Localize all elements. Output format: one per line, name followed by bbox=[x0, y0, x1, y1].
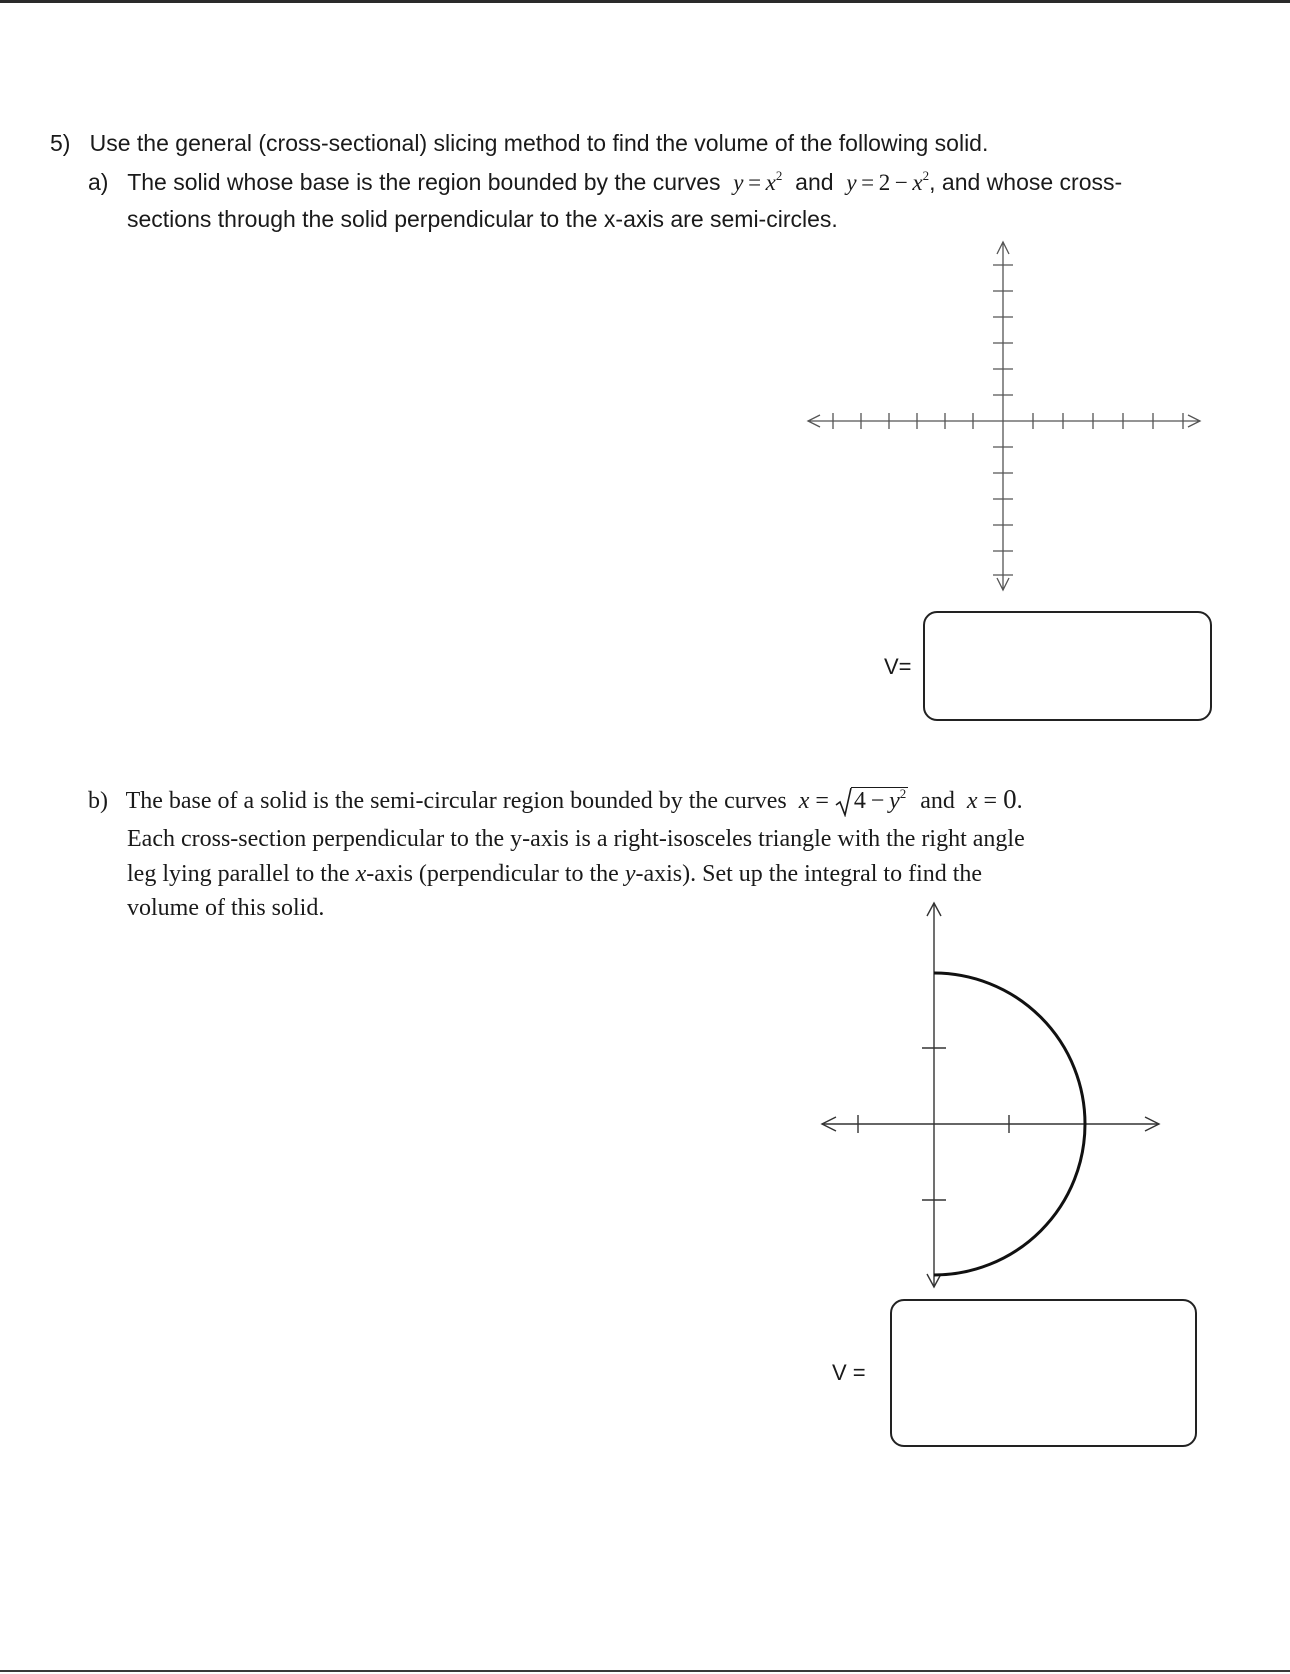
part-b-line-1: b) The base of a solid is the semi-circular region bounded by the curves x = $4 - y^2$ and x = 0. bbox=[88, 784, 1023, 815]
curve-1-exponent: 2 bbox=[775, 168, 783, 183]
part-a-text-1: The solid whose base is the region bounded by the curves bbox=[127, 169, 721, 195]
curve-1-rhs: x bbox=[765, 170, 776, 195]
curve-2-exponent: 2 bbox=[922, 168, 930, 183]
part-a-and: and bbox=[795, 169, 834, 195]
radical-sign-icon bbox=[835, 787, 853, 817]
part-a-text-2: , and whose cross- bbox=[929, 169, 1123, 195]
part-b-line-4: volume of this solid. bbox=[127, 895, 325, 921]
problem-statement bbox=[50, 130, 988, 157]
curve-2-lhs: y bbox=[846, 170, 857, 195]
eq-var: x bbox=[798, 788, 810, 814]
part-b-text-1: The base of a solid is the semi-circular region bounded by the curves bbox=[125, 788, 787, 814]
answer-b-box[interactable] bbox=[890, 1299, 1197, 1447]
problem-number: 5) bbox=[50, 130, 71, 156]
radicand-constant: 4 bbox=[853, 788, 866, 814]
answer-a-label: V= bbox=[884, 654, 912, 679]
part-b-and: and bbox=[920, 788, 955, 814]
answer-b-label: V = bbox=[832, 1360, 866, 1385]
answer-a-box[interactable] bbox=[923, 611, 1212, 721]
part-b-line-2: Each cross-section perpendicular to the y-axis is a right-isosceles triangle with the right angle bbox=[127, 826, 1025, 852]
part-a-label: a) bbox=[88, 169, 109, 195]
eq2-var: x bbox=[966, 788, 978, 814]
part-a-line-2: sections through the solid perpendicular to the x-axis are semi-circles. bbox=[127, 206, 838, 232]
part-a-line-1: a) The solid whose base is the region bounded by the curves $y = x^2$ and $y = 2 - x^2$, and whose cross- bbox=[88, 168, 1123, 195]
problem-prompt: Use the general (cross-sectional) slicing method to find the volume of the following solid. bbox=[89, 130, 989, 156]
page-bottom-edge bbox=[0, 1670, 1290, 1672]
curve-2-constant: 2 bbox=[878, 170, 891, 195]
curve-1-lhs: y bbox=[733, 170, 744, 195]
radicand-exponent: 2 bbox=[899, 786, 907, 801]
square-root: $4 - y^2$ bbox=[835, 787, 908, 815]
page-top-edge bbox=[0, 0, 1290, 3]
part-b-label: b) bbox=[88, 788, 108, 814]
eq2-value: 0 bbox=[1003, 784, 1017, 814]
curve-2-var: x bbox=[912, 170, 923, 195]
radicand-var: y bbox=[889, 788, 900, 814]
graph-b bbox=[810, 895, 1180, 1295]
graph-a bbox=[790, 230, 1220, 600]
part-b-line-3: leg lying parallel to the x-axis (perpendicular to the y-axis). Set up the integral to find the bbox=[127, 861, 983, 887]
